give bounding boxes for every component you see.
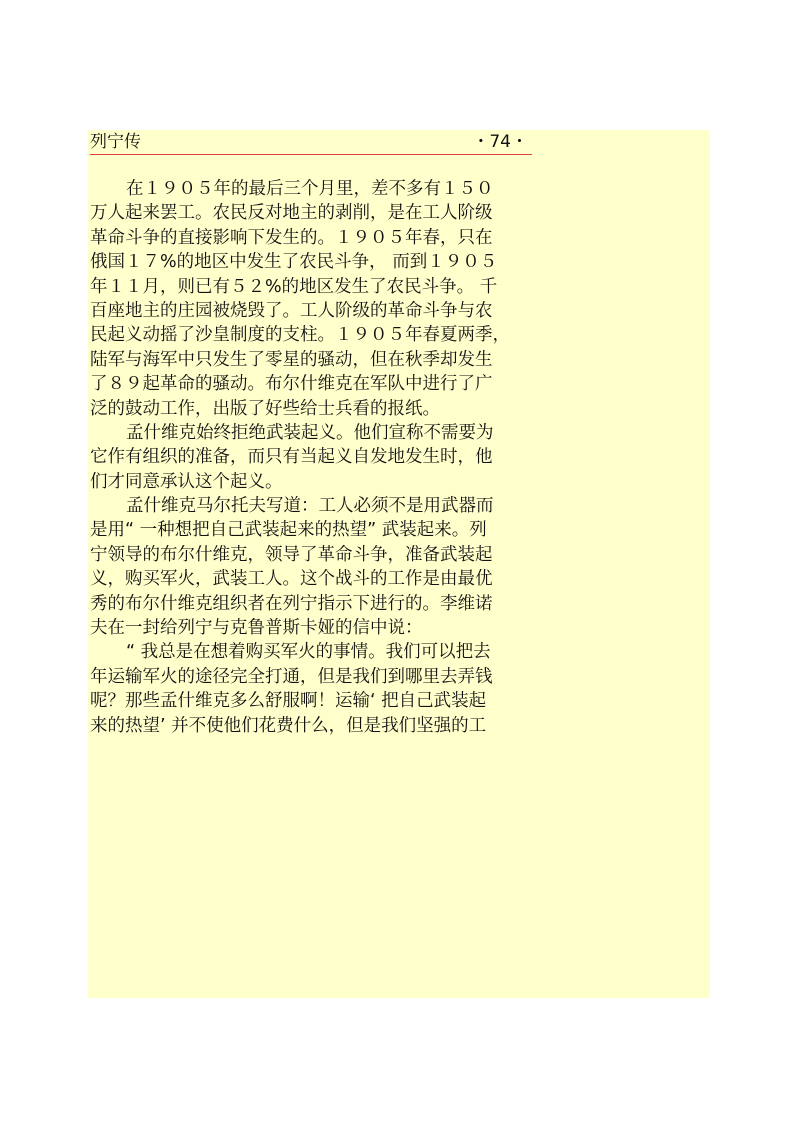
text-line: “ 我总是在想着购买军火的事情。我们可以把去 bbox=[126, 642, 491, 663]
text-line: 宁领导的布尔什维克，领导了革命斗争，准备武装起 bbox=[90, 544, 493, 565]
text-line: 呢？那些孟什维克多么舒服啊！运输‘ 把自己武装起 bbox=[90, 691, 487, 712]
text-line: 革命斗争的直接影响下发生的。１９０５年春，只在 bbox=[90, 227, 493, 248]
text-line: 万人起来罢工。农民反对地主的剥削，是在工人阶级 bbox=[90, 203, 493, 224]
page-number: ・74・ bbox=[472, 132, 528, 152]
text-line: 民起义动摇了沙皇制度的支柱。１９０５年春夏两季， bbox=[90, 325, 510, 346]
body-text bbox=[90, 177, 538, 738]
text-line: 年运输军火的途径完全打通，但是我们到哪里去弄钱 bbox=[90, 666, 493, 687]
text-line: 义，购买军火，武装工人。这个战斗的工作是由最优 bbox=[90, 569, 493, 590]
text-line: 了８９起革命的骚动。布尔什维克在军队中进行了广 bbox=[90, 374, 493, 395]
text-line: 孟什维克马尔托夫写道：工人必须不是用武器而 bbox=[126, 496, 494, 517]
text-line: 泛的鼓动工作，出版了好些给士兵看的报纸。 bbox=[90, 398, 440, 419]
page-header bbox=[90, 130, 532, 155]
text-line: 它作有组织的准备，而只有当起义自发地发生时，他 bbox=[90, 447, 493, 468]
text-line: 来的热望’ 并不使他们花费什么，但是我们坚强的工 bbox=[90, 715, 487, 736]
text-line: 孟什维克始终拒绝武装起义。他们宣称不需要为 bbox=[126, 422, 494, 443]
text-line: 年１１月，则已有５２%的地区发生了农民斗争。 千 bbox=[90, 276, 498, 297]
text-line: 在１９０５年的最后三个月里，差不多有１５０ bbox=[126, 179, 494, 199]
text-line: 秀的布尔什维克组织者在列宁指示下进行的。李维诺 bbox=[90, 593, 493, 614]
text-line: 百座地主的庄园被烧毁了。工人阶级的革命斗争与农 bbox=[90, 300, 493, 321]
book-title: 列宁传 bbox=[90, 132, 141, 152]
text-line: 陆军与海军中只发生了零星的骚动，但在秋季却发生 bbox=[90, 349, 493, 370]
text-line: 是用“ 一种想把自己武装起来的热望” 武装起来。列 bbox=[90, 520, 487, 541]
text-line: 夫在一封给列宁与克鲁普斯卡娅的信中说： bbox=[90, 618, 423, 639]
text-line: 俄国１７%的地区中发生了农民斗争， 而到１９０５ bbox=[90, 252, 498, 273]
text-line: 们才同意承认这个起义。 bbox=[90, 471, 283, 492]
